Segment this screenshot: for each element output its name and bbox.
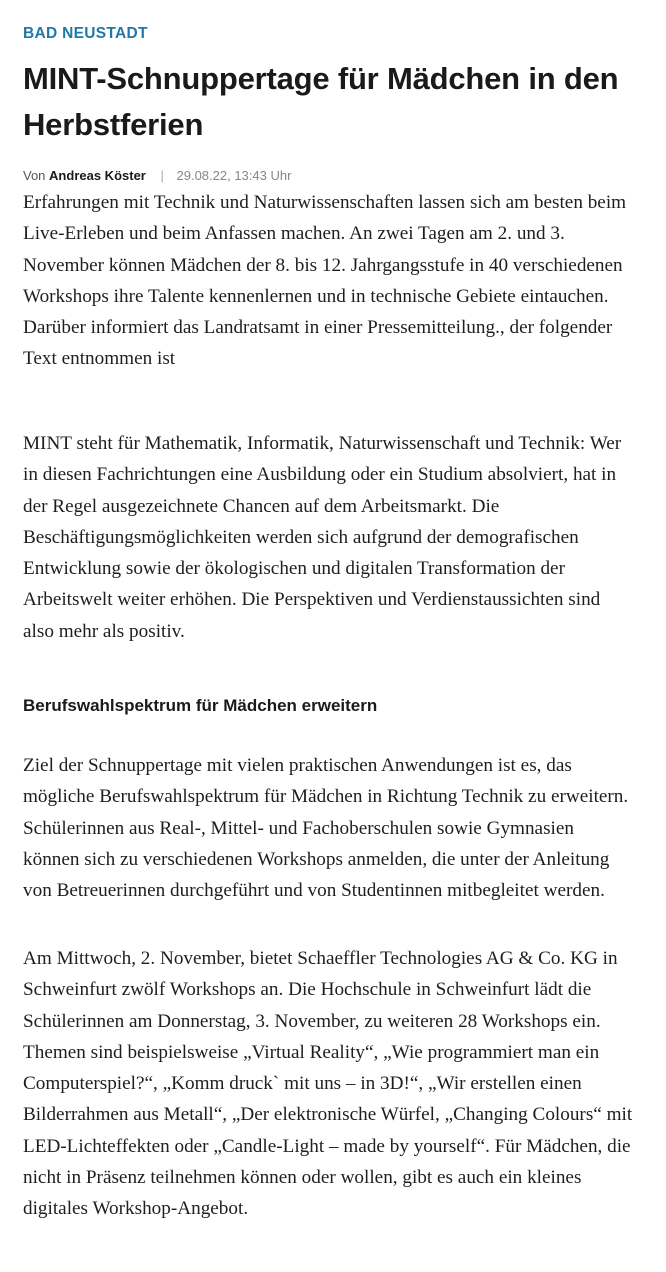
byline-prefix: Von xyxy=(23,168,46,183)
article-headline: MINT-Schnuppertage für Mädchen in den Herbstferien xyxy=(23,61,619,142)
body-paragraph-3: Ziel der Schnuppertage mit vielen praktischen Anwendungen ist es, das mögliche Berufswahlspektrum für Mädchen in Richtung Technik zu erweitern. Schülerinnen aus Real-, Mittel- und Fachoberschulen sowie Gymnasien können sich zu verschiedenen Workshops anmelden, die unter der Anleitung von Betreuerinnen durchgeführt und von Studentinnen mitbegleitet werden. xyxy=(23,755,629,902)
section-subheading: Berufswahlspektrum für Mädchen erweitern xyxy=(23,696,378,715)
author-link[interactable]: Andreas Köster xyxy=(49,168,146,183)
publish-date: 29.08.22, 13:43 Uhr xyxy=(176,168,292,183)
body-paragraph-1: Erfahrungen mit Technik und Naturwissenschaften lassen sich am besten beim Live-Erleben und beim Anfassen machen. An zwei Tagen am 2. und 3. November können Mädchen der 8. bis 12. Jahrgangsstufe in 40 verschiedenen Workshops ihre Talente kennenlernen und in technische Gebiete eintauchen. Darüber informiert das Landratsamt in einer Pressemitteilung., der folgender Text entnommen ist xyxy=(23,192,627,370)
article-kicker-location[interactable]: BAD NEUSTADT xyxy=(23,25,148,42)
body-paragraph-4: Am Mittwoch, 2. November, bietet Schaeffler Technologies AG & Co. KG in Schweinfurt zwölf Workshops an. Die Hochschule in Schweinfurt lädt die Schülerinnen am Donnerstag, 3. November, zu weiteren 28 Workshops ein. Themen sind beispielsweise „Virtual Reality“, „Wie programmiert man ein Computerspiel?“, „Komm druck` mit uns – in 3D!“, „Wir erstellen einen Bilderrahmen aus Metall“, „Der elektronische Würfel, „Changing Colours“ mit LED-Lichteffekten oder „Candle-Light – made by yourself“. Für Mädchen, die nicht in Präsenz teilnehmen können oder wollen, gibt es auch ein kleines digitales Workshop-Angebot. xyxy=(23,948,633,1220)
body-paragraph-2: MINT steht für Mathematik, Informatik, Naturwissenschaft und Technik: Wer in diesen Fachrichtungen eine Ausbildung oder ein Studium absolviert, hat in der Regel ausgezeichnete Chancen auf dem Arbeitsmarkt. Die Beschäftigungsmöglichkeiten werden sich aufgrund der demografischen Entwicklung sowie der ökologischen und digitalen Transformation der Arbeitswelt weiter erhöhen. Die Perspektiven und Verdienstaussichten sind also mehr als positiv. xyxy=(23,433,622,642)
byline-separator: | xyxy=(160,168,164,183)
article-byline xyxy=(23,168,291,183)
